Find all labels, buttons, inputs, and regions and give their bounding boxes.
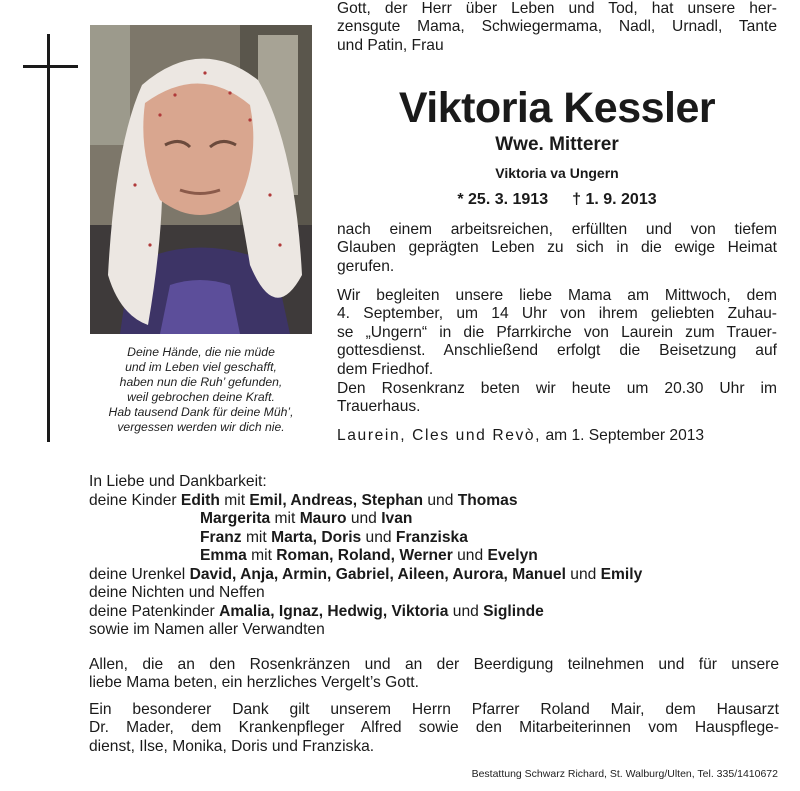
portrait-illustration bbox=[90, 25, 312, 334]
poem-line: haben nun die Ruh’ gefunden, bbox=[119, 375, 283, 389]
child-name: Margerita bbox=[200, 510, 271, 527]
family-names: Mauro bbox=[299, 510, 347, 527]
connector: und bbox=[457, 547, 484, 564]
family-names: Thomas bbox=[457, 491, 518, 509]
godchildren-label: deine Patenkinder bbox=[89, 602, 215, 620]
text-line: gerufen. bbox=[337, 257, 395, 275]
poem-line: weil gebrochen deine Kraft. bbox=[127, 390, 275, 404]
great-grandchildren-line bbox=[89, 566, 779, 585]
family-names: Franziska bbox=[395, 528, 468, 546]
paragraph-funeral bbox=[337, 287, 777, 379]
children-line bbox=[89, 547, 779, 566]
child-name: Emma bbox=[200, 547, 247, 564]
poem-line: und im Leben viel geschafft, bbox=[125, 360, 277, 374]
funeral-home-footer: Bestattung Schwarz Richard, St. Walburg/Ulten, Tel. 335/1410672 bbox=[471, 768, 778, 780]
family-names: Ivan bbox=[381, 510, 413, 527]
text-line: zensgute Mama, Schwiegermama, Nadl, Urnadl, Tante bbox=[337, 18, 777, 36]
text-line: dienst, Ilse, Monika, Doris und Franziska. bbox=[89, 737, 375, 755]
family-intro: In Liebe und Dankbarkeit: bbox=[89, 473, 267, 490]
text-line: se „Ungern“ in die Pfarrkirche von Laurein zum Trauer- bbox=[337, 323, 777, 341]
text-line: Allen, die an den Rosenkränzen und an der Beerdigung teilnehmen und für unsere bbox=[89, 656, 779, 673]
children-line bbox=[89, 492, 779, 511]
place-names: Laurein, Cles und Revò, bbox=[337, 427, 542, 444]
text-line: Dr. Mader, dem Krankenpfleger Alfred sowie den Mitarbeiterinnen vom Hauspflege- bbox=[89, 719, 779, 737]
godchildren-line bbox=[89, 603, 779, 622]
deceased-name: Viktoria Kessler bbox=[398, 84, 716, 132]
text-line: und Patin, Frau bbox=[337, 36, 444, 54]
family-names: David, Anja, Armin, Gabriel, Aileen, Aurora, Manuel bbox=[189, 565, 566, 583]
death-date: † 1. 9. 2013 bbox=[572, 191, 657, 208]
great-grandchildren-label: deine Urenkel bbox=[89, 565, 186, 583]
connector: und bbox=[452, 602, 479, 620]
life-dates bbox=[337, 190, 777, 210]
connector: und bbox=[570, 565, 597, 583]
text-line: liebe Mama beten, ein herzliches Vergelt’s Gott. bbox=[89, 674, 419, 692]
family-names: Marta, Doris bbox=[271, 528, 362, 546]
cross-horizontal-bar bbox=[23, 65, 78, 68]
text-line: 4. September, um 14 Uhr von ihrem geliebten Zuhau- bbox=[337, 305, 777, 323]
text-line: Ein besonderer Dank gilt unserem Herrn Pfarrer Roland Mair, dem Hausarzt bbox=[89, 701, 779, 718]
connector: mit bbox=[274, 510, 296, 527]
family-names: Evelyn bbox=[487, 547, 538, 564]
text-line: Den Rosenkranz beten wir heute um 20.30 Uhr im bbox=[337, 380, 777, 397]
widow-name: Wwe. Mitterer bbox=[495, 134, 619, 155]
poem-line: Deine Hände, die nie müde bbox=[127, 345, 275, 359]
child-name: Edith bbox=[180, 491, 220, 509]
text-line: gottesdienst. Anschließend erfolgt die Beisetzung auf bbox=[337, 342, 777, 360]
poem-line: vergessen werden wir dich nie. bbox=[117, 420, 285, 434]
child-name: Franz bbox=[200, 528, 242, 546]
connector: mit bbox=[251, 547, 272, 564]
notice-date: am 1. September 2013 bbox=[545, 427, 705, 444]
thanks-paragraph bbox=[89, 656, 779, 693]
portrait-photo bbox=[90, 25, 312, 334]
cross-vertical-bar bbox=[47, 34, 50, 442]
text-line: Glauben geprägten Leben zu sich in die ewige Heimat bbox=[337, 239, 777, 257]
paragraph-rosary bbox=[337, 380, 777, 417]
place-and-date bbox=[337, 427, 777, 445]
nieces-nephews-line: deine Nichten und Neffen bbox=[89, 584, 265, 601]
special-thanks-paragraph bbox=[89, 701, 779, 756]
memorial-poem bbox=[90, 345, 312, 435]
family-names: Roman, Roland, Werner bbox=[276, 547, 453, 564]
connector: und bbox=[365, 528, 392, 546]
nickname: Viktoria va Ungern bbox=[495, 165, 619, 181]
family-names: Emil, Andreas, Stephan bbox=[249, 491, 423, 509]
family-names: Amalia, Ignaz, Hedwig, Viktoria bbox=[219, 602, 449, 620]
children-label: deine Kinder bbox=[89, 491, 177, 509]
children-line bbox=[89, 510, 779, 529]
relatives-line: sowie im Namen aller Verwandten bbox=[89, 621, 325, 638]
connector: mit bbox=[245, 528, 267, 546]
paragraph-life bbox=[337, 221, 777, 276]
text-line: Trauerhaus. bbox=[337, 398, 421, 416]
text-line: nach einem arbeitsreichen, erfüllten und von tiefem bbox=[337, 221, 777, 238]
birth-date: * 25. 3. 1913 bbox=[457, 191, 549, 208]
family-list bbox=[89, 473, 779, 640]
family-names: Emily bbox=[600, 565, 643, 583]
children-line bbox=[89, 529, 779, 548]
intro-text bbox=[337, 0, 777, 55]
connector: und bbox=[350, 510, 377, 527]
text-line: Wir begleiten unsere liebe Mama am Mittwoch, dem bbox=[337, 287, 777, 304]
connector: mit bbox=[224, 491, 246, 509]
text-line: dem Friedhof. bbox=[337, 360, 434, 378]
text-line: Gott, der Herr über Leben und Tod, hat unsere her- bbox=[337, 0, 777, 17]
family-names: Siglinde bbox=[483, 602, 544, 620]
poem-line: Hab tausend Dank für deine Müh’, bbox=[108, 405, 294, 419]
connector: und bbox=[427, 491, 454, 509]
